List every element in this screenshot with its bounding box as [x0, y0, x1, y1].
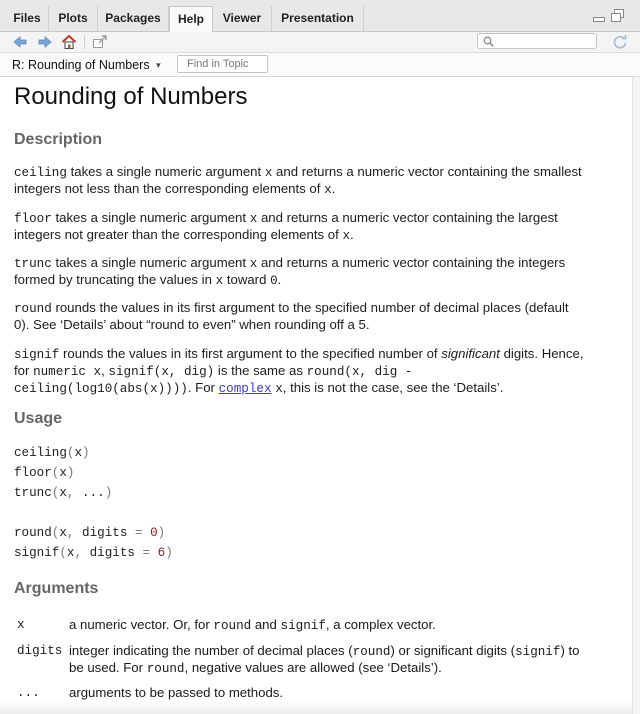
arg: digits: [82, 526, 128, 540]
arg: digits: [89, 546, 135, 560]
arg: x: [59, 466, 67, 480]
default-value: 0: [150, 526, 158, 540]
text: takes a single numeric argument: [66, 164, 265, 179]
arg: x: [66, 546, 75, 560]
argument-name: digits: [17, 644, 63, 658]
topic-history-dropdown[interactable]: [12, 56, 161, 74]
topic-title: R: Rounding of Numbers: [12, 58, 150, 72]
code-ceiling: ceiling: [14, 166, 67, 180]
text: rounds the values in its first argument to the specified number of: [59, 346, 442, 361]
code: round(x, dig -: [306, 365, 413, 379]
bottom-fade: [0, 700, 632, 714]
code-x: x: [275, 382, 283, 396]
code-signif: signif: [14, 348, 60, 362]
code: numeric x: [33, 365, 102, 379]
text: .: [277, 272, 282, 287]
argument-name: x: [17, 618, 25, 632]
code-floor: floor: [14, 212, 52, 226]
arg: x: [59, 486, 67, 500]
usage-trunc: trunc(x, ...): [14, 486, 113, 500]
back-arrow-icon[interactable]: [12, 34, 28, 50]
text: .: [350, 227, 354, 242]
usage-signif: signif(x, digits = 6): [14, 546, 173, 560]
code-zero: 0: [270, 274, 278, 288]
chevron-down-icon: ▾: [156, 60, 161, 70]
fn-name: trunc: [14, 486, 52, 500]
help-search-input[interactable]: [477, 33, 597, 49]
tab-packages[interactable]: Packages: [98, 6, 169, 31]
round-description: [14, 300, 569, 333]
text: 0). See ‘Details’ about “round to even” when rounding off a 5.: [14, 317, 370, 332]
tab-viewer[interactable]: Viewer: [213, 6, 272, 31]
usage-round: round(x, digits = 0): [14, 526, 166, 540]
text: and returns a numeric vector containing the smallest: [272, 164, 582, 179]
fn-name: floor: [14, 466, 52, 480]
ceiling-description: [14, 164, 582, 198]
text: toward: [223, 272, 271, 287]
arg: x: [59, 526, 67, 540]
arguments-heading: Arguments: [14, 580, 99, 597]
search-icon: [483, 36, 494, 47]
home-icon[interactable]: [61, 34, 77, 50]
minimize-pane-icon[interactable]: [593, 12, 605, 22]
text: , this is not the case, see the ‘Details’.: [282, 380, 504, 395]
code-x: x: [249, 212, 258, 226]
trunc-description: [14, 255, 565, 289]
description-heading: Description: [14, 131, 103, 148]
floor-description: [14, 210, 558, 244]
topic-bar: [0, 53, 640, 77]
vertical-scrollbar[interactable]: [632, 77, 640, 714]
text: for: [14, 363, 34, 378]
text: and returns a numeric vector containing the integers: [257, 255, 566, 270]
text: rounds the values in its first argument to the specified number of decimal places (default: [51, 300, 569, 315]
tab-plots[interactable]: Plots: [49, 6, 98, 31]
signif-description: [14, 346, 583, 397]
code-x: x: [324, 183, 332, 197]
pane-tab-bar: [0, 0, 640, 32]
code-x: x: [249, 257, 258, 271]
code-x: x: [342, 229, 350, 243]
refresh-icon[interactable]: [612, 34, 628, 50]
emphasis: significant: [441, 346, 500, 361]
page-title: Rounding of Numbers: [14, 83, 248, 110]
tab-files[interactable]: Files: [6, 6, 49, 31]
text: . For: [187, 380, 219, 395]
code: ceiling(log10(abs(x)))): [14, 382, 188, 396]
text: integers not greater than the corresponding elements of: [14, 227, 343, 242]
argument-description: a numeric vector. Or, for round and signif, a complex vector.: [69, 617, 436, 633]
usage-heading: Usage: [14, 410, 63, 427]
code-x: x: [264, 166, 273, 180]
argument-description: integer indicating the number of decimal places (round) or significant digits (signif) to be used. For round, negative values are allowed (see ‘Details’).: [69, 643, 580, 676]
usage-floor: floor(x): [14, 466, 75, 480]
text: .: [331, 181, 336, 196]
maximize-pane-icon[interactable]: [611, 9, 624, 22]
text: takes a single numeric argument: [51, 255, 250, 270]
forward-arrow-icon[interactable]: [37, 34, 53, 50]
help-document: [0, 77, 632, 714]
tab-presentation[interactable]: Presentation: [272, 6, 364, 31]
text: digits. Hence,: [499, 346, 584, 361]
argument-description: arguments to be passed to methods.: [69, 685, 284, 700]
code-round: round: [14, 302, 52, 316]
text: ,: [101, 363, 109, 378]
toolbar-divider: [84, 35, 85, 49]
text: takes a single numeric argument: [51, 210, 250, 225]
arg: ...: [82, 486, 105, 500]
show-in-new-window-icon[interactable]: [92, 34, 108, 50]
code-x: x: [215, 274, 224, 288]
code-trunc: trunc: [14, 257, 52, 271]
argument-name: ...: [17, 686, 40, 700]
help-toolbar: [0, 32, 640, 53]
fn-name: round: [14, 526, 52, 540]
text: integers not less than the corresponding elements of: [14, 181, 325, 196]
tab-help[interactable]: Help: [169, 6, 213, 32]
usage-ceiling: ceiling(x): [14, 446, 90, 460]
text: and returns a numeric vector containing the largest: [257, 210, 558, 225]
text: is the same as: [214, 363, 307, 378]
default-value: 6: [157, 546, 166, 560]
find-in-topic-input[interactable]: [177, 55, 268, 73]
complex-link[interactable]: complex: [218, 382, 272, 396]
fn-name: signif: [14, 546, 60, 560]
code: signif(x, dig): [108, 365, 215, 379]
text: formed by truncating the values in: [14, 272, 216, 287]
arg: x: [74, 446, 83, 460]
fn-name: ceiling: [14, 446, 67, 460]
